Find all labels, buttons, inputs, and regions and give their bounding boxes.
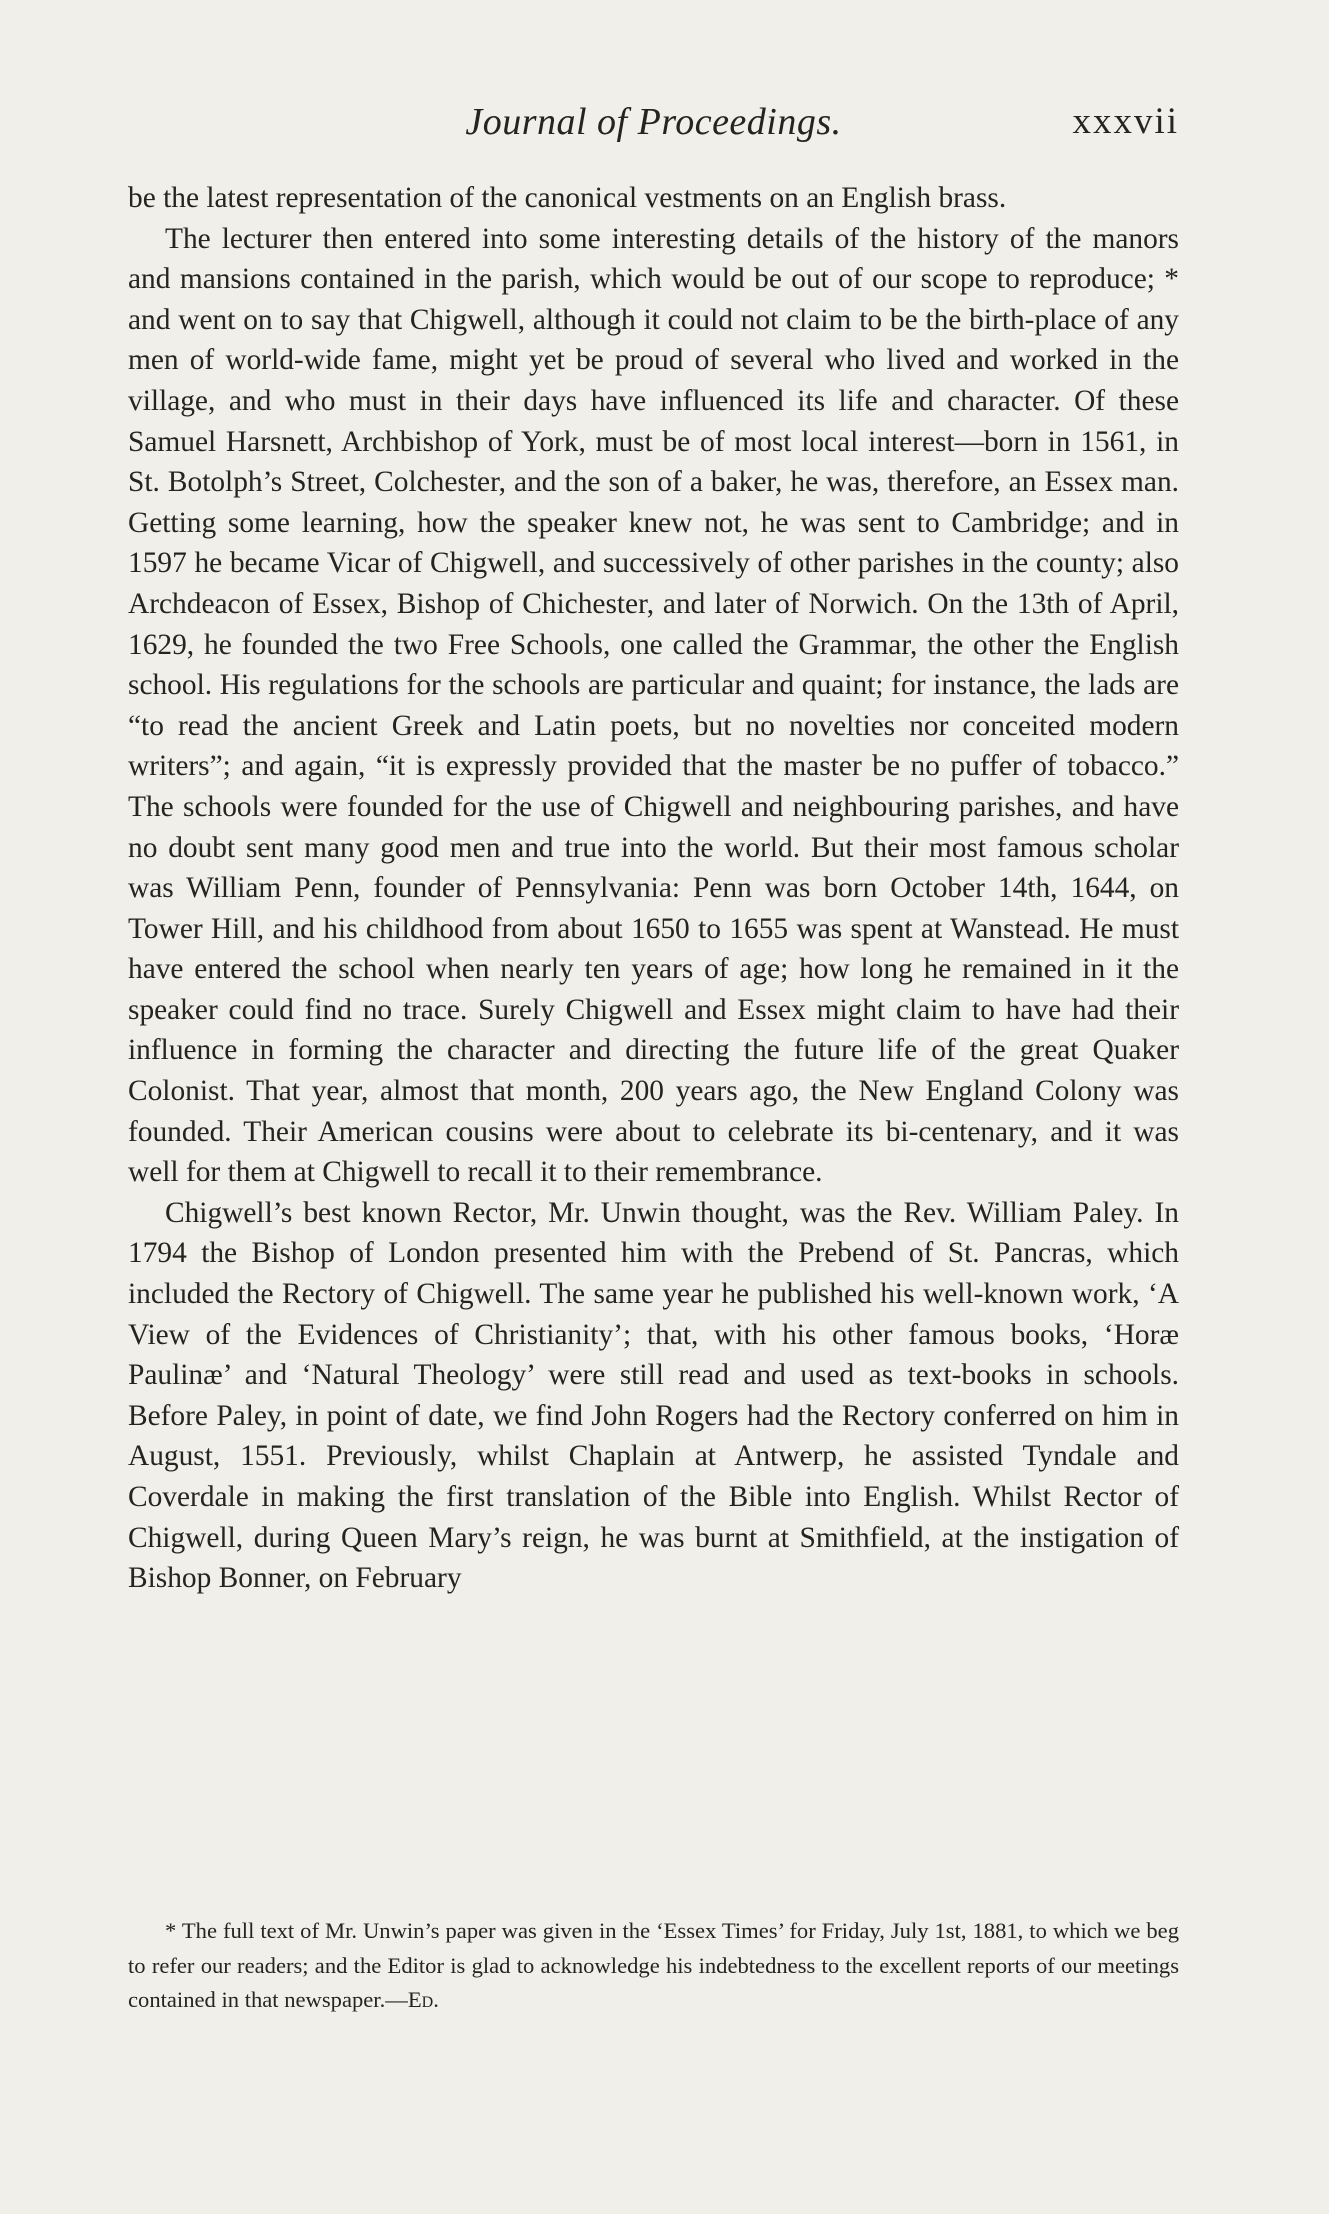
running-title: Journal of Proceedings. bbox=[465, 101, 842, 143]
footnote-text: * The full text of Mr. Unwin’s paper was given in the ‘Essex Times’ for Friday, July 1st, 1881, to which we beg to refer our readers; and the Editor is glad to acknowledge his indebtedness to the excellent reports of our meetings contained in that newspaper.— bbox=[128, 1918, 1179, 2012]
paragraph-continued: be the latest representation of the canonical vestments on an English brass. bbox=[128, 182, 1007, 214]
body-text bbox=[128, 178, 1179, 1599]
paragraph-lecturer: The lecturer then entered into some interesting details of the history of the manors and mansions contained in the parish, which would be out of our scope to reproduce; * and went on to say that Chigwell, although it could not claim to be the birth-place of any men of world-wide fame, might yet be proud of several who lived and worked in the village, and who must in their days have influenced its life and character. Of these Samuel Harsnett, Archbishop of York, must be of most local interest—born in 1561, in St. Botolph’s Street, Colchester, and the son of a baker, he was, therefore, an Essex man. Getting some learning, how the speaker knew not, he was sent to Cambridge; and in 1597 he became Vicar of Chigwell, and successively of other parishes in the county; also Archdeacon of Essex, Bishop of Chichester, and later of Norwich. On the 13th of April, 1629, he founded the two Free Schools, one called the Grammar, the other the English school. His regulations for the schools are particular and quaint; for instance, the lads are “to read the ancient Greek and Latin poets, but no novelties nor conceited modern writers”; and again, “it is expressly provided that the master be no puffer of tobacco.” The schools were founded for the use of Chigwell and neighbouring parishes, and have no doubt sent many good men and true into the world. But their most famous scholar was William Penn, founder of Pennsylvania: Penn was born October 14th, 1644, on Tower Hill, and his childhood from about 1650 to 1655 was spent at Wanstead. He must have entered the school when nearly ten years of age; how long he remained in it the speaker could find no trace. Surely Chigwell and Essex might claim to have had their influence in forming the character and directing the future life of the great Quaker Colonist. That year, almost that month, 200 years ago, the New England Colony was founded. Their American cousins were about to celebrate its bi-centenary, and it was well for them at Chigwell to recall it to their remembrance. bbox=[128, 222, 1179, 1189]
paragraph-rectors: Chigwell’s best known Rector, Mr. Unwin thought, was the Rev. William Paley. In 1794 the Bishop of London presented him with the Prebend of St. Pancras, which included the Rectory of Chigwell. The same year he published his well-known work, ‘A View of the Evidences of Christianity’; that, with his other famous books, ‘Horæ Paulinæ’ and ‘Natural Theology’ were still read and used as text-books in schools. Before Paley, in point of date, we find John Rogers had the Rectory conferred on him in August, 1551. Previously, whilst Chaplain at Antwerp, he assisted Tyndale and Coverdale in making the first translation of the Bible into English. Whilst Rector of Chigwell, during Queen Mary’s reign, he was burnt at Smithfield, at the instigation of Bishop Bonner, on February bbox=[128, 1196, 1179, 1595]
footnote-signature: Ed. bbox=[407, 1987, 439, 2012]
footnote bbox=[128, 1914, 1179, 2018]
page-number: xxxvii bbox=[1072, 101, 1179, 142]
running-head bbox=[128, 100, 1179, 148]
